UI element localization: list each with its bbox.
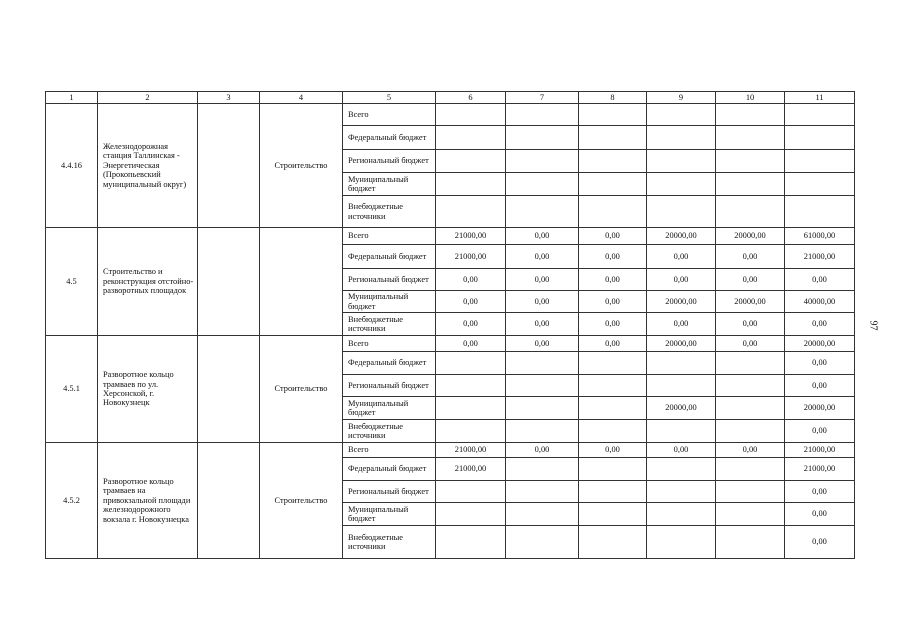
amount-cell: 20000,00 [716, 291, 785, 313]
funding-source: Муниципальный бюджет [343, 397, 436, 420]
amount-cell: 21000,00 [436, 228, 506, 245]
amount-cell: 0,00 [785, 352, 855, 375]
amount-cell: 20000,00 [785, 336, 855, 352]
amount-cell [506, 503, 579, 526]
item-name: Железнодорожная станция Таллинская - Энергетическая (Прокопьевский муниципальный округ) [98, 104, 198, 228]
amount-cell: 0,00 [579, 269, 647, 291]
amount-cell [579, 352, 647, 375]
amount-cell [436, 352, 506, 375]
amount-cell: 0,00 [785, 269, 855, 291]
amount-cell [506, 352, 579, 375]
amount-cell: 0,00 [579, 336, 647, 352]
amount-cell: 40000,00 [785, 291, 855, 313]
item-code: 4.5.2 [46, 443, 98, 559]
item-code: 4.4.16 [46, 104, 98, 228]
column-number: 6 [436, 92, 506, 104]
amount-cell [436, 481, 506, 503]
funding-source: Региональный бюджет [343, 481, 436, 503]
funding-source: Внебюджетные источники [343, 420, 436, 443]
amount-cell [506, 397, 579, 420]
amount-cell [716, 150, 785, 173]
amount-cell: 0,00 [506, 443, 579, 458]
amount-cell [436, 526, 506, 559]
amount-cell: 0,00 [506, 228, 579, 245]
amount-cell [716, 173, 785, 196]
amount-cell: 0,00 [716, 313, 785, 336]
amount-cell: 0,00 [647, 313, 716, 336]
amount-cell [436, 196, 506, 228]
amount-cell: 0,00 [579, 228, 647, 245]
amount-cell [647, 150, 716, 173]
amount-cell [436, 173, 506, 196]
amount-cell: 20000,00 [647, 397, 716, 420]
amount-cell [579, 526, 647, 559]
amount-cell [436, 420, 506, 443]
column-number: 5 [343, 92, 436, 104]
funding-source: Муниципальный бюджет [343, 503, 436, 526]
amount-cell [506, 526, 579, 559]
amount-cell [506, 420, 579, 443]
amount-cell: 0,00 [579, 245, 647, 269]
amount-cell [579, 196, 647, 228]
column-number: 1 [46, 92, 98, 104]
amount-cell: 0,00 [785, 526, 855, 559]
amount-cell [716, 397, 785, 420]
funding-source: Всего [343, 228, 436, 245]
amount-cell [436, 397, 506, 420]
amount-cell [436, 503, 506, 526]
funding-source: Федеральный бюджет [343, 245, 436, 269]
amount-cell: 20000,00 [647, 228, 716, 245]
amount-cell: 20000,00 [716, 228, 785, 245]
amount-cell [579, 420, 647, 443]
amount-cell: 20000,00 [647, 336, 716, 352]
amount-cell: 20000,00 [647, 291, 716, 313]
amount-cell: 0,00 [506, 245, 579, 269]
funding-source: Всего [343, 443, 436, 458]
item-type: Строительство [260, 104, 343, 228]
amount-cell [647, 503, 716, 526]
column-number: 8 [579, 92, 647, 104]
column-number: 11 [785, 92, 855, 104]
amount-cell: 0,00 [506, 313, 579, 336]
amount-cell [506, 104, 579, 126]
amount-cell [436, 104, 506, 126]
amount-cell [785, 126, 855, 150]
amount-cell [506, 375, 579, 397]
amount-cell: 21000,00 [436, 458, 506, 481]
amount-cell: 0,00 [716, 336, 785, 352]
item-code: 4.5.1 [46, 336, 98, 443]
amount-cell: 0,00 [647, 245, 716, 269]
item-col3 [198, 443, 260, 559]
amount-cell [716, 481, 785, 503]
amount-cell [436, 126, 506, 150]
item-type [260, 228, 343, 336]
amount-cell [579, 375, 647, 397]
item-col3 [198, 104, 260, 228]
amount-cell [647, 375, 716, 397]
item-name: Разворотное кольцо трамваев на привокзальной площади железнодорожного вокзала г. Новокузнецка [98, 443, 198, 559]
amount-cell [506, 196, 579, 228]
amount-cell: 0,00 [436, 269, 506, 291]
item-col3 [198, 336, 260, 443]
amount-cell: 0,00 [506, 291, 579, 313]
page-number: 97 [867, 320, 879, 331]
amount-cell [647, 352, 716, 375]
amount-cell: 0,00 [785, 313, 855, 336]
item-type: Строительство [260, 336, 343, 443]
amount-cell: 0,00 [436, 336, 506, 352]
column-number: 7 [506, 92, 579, 104]
funding-source: Федеральный бюджет [343, 352, 436, 375]
table-row [46, 228, 855, 245]
item-col3 [198, 228, 260, 336]
amount-cell [579, 397, 647, 420]
amount-cell [716, 104, 785, 126]
amount-cell [647, 420, 716, 443]
funding-source: Всего [343, 104, 436, 126]
amount-cell [716, 420, 785, 443]
funding-source: Региональный бюджет [343, 269, 436, 291]
item-code: 4.5 [46, 228, 98, 336]
amount-cell: 21000,00 [785, 245, 855, 269]
amount-cell: 0,00 [785, 481, 855, 503]
table-row [46, 443, 855, 458]
amount-cell [716, 126, 785, 150]
amount-cell: 20000,00 [785, 397, 855, 420]
amount-cell [506, 150, 579, 173]
amount-cell [716, 458, 785, 481]
amount-cell: 0,00 [785, 375, 855, 397]
table-row [46, 336, 855, 352]
amount-cell [579, 173, 647, 196]
funding-source: Региональный бюджет [343, 150, 436, 173]
funding-source: Всего [343, 336, 436, 352]
amount-cell: 21000,00 [436, 443, 506, 458]
amount-cell [647, 526, 716, 559]
column-number: 4 [260, 92, 343, 104]
table-row [46, 104, 855, 126]
funding-source: Федеральный бюджет [343, 126, 436, 150]
amount-cell [785, 173, 855, 196]
amount-cell [647, 173, 716, 196]
funding-source: Муниципальный бюджет [343, 291, 436, 313]
amount-cell: 21000,00 [785, 443, 855, 458]
amount-cell [506, 458, 579, 481]
amount-cell: 0,00 [716, 443, 785, 458]
column-number: 2 [98, 92, 198, 104]
amount-cell [436, 375, 506, 397]
amount-cell [647, 458, 716, 481]
amount-cell [579, 150, 647, 173]
column-number: 10 [716, 92, 785, 104]
amount-cell [436, 150, 506, 173]
amount-cell: 0,00 [716, 269, 785, 291]
amount-cell [716, 375, 785, 397]
amount-cell [785, 104, 855, 126]
amount-cell [579, 503, 647, 526]
funding-source: Внебюджетные источники [343, 196, 436, 228]
amount-cell: 0,00 [436, 291, 506, 313]
item-type: Строительство [260, 443, 343, 559]
amount-cell: 0,00 [579, 443, 647, 458]
amount-cell [716, 196, 785, 228]
amount-cell [647, 104, 716, 126]
amount-cell [647, 481, 716, 503]
amount-cell [506, 173, 579, 196]
amount-cell: 0,00 [647, 269, 716, 291]
funding-source: Муниципальный бюджет [343, 173, 436, 196]
funding-source: Внебюджетные источники [343, 526, 436, 559]
column-numbers-row [46, 92, 855, 104]
item-name: Разворотное кольцо трамваев по ул. Херсонской, г. Новокузнецк [98, 336, 198, 443]
funding-source: Региональный бюджет [343, 375, 436, 397]
amount-cell: 21000,00 [436, 245, 506, 269]
amount-cell: 0,00 [506, 336, 579, 352]
amount-cell [716, 526, 785, 559]
amount-cell: 0,00 [785, 503, 855, 526]
amount-cell [579, 126, 647, 150]
amount-cell [579, 481, 647, 503]
budget-table [45, 91, 855, 559]
amount-cell [785, 150, 855, 173]
funding-source: Федеральный бюджет [343, 458, 436, 481]
column-number: 3 [198, 92, 260, 104]
amount-cell: 0,00 [579, 291, 647, 313]
amount-cell: 0,00 [506, 269, 579, 291]
amount-cell [579, 458, 647, 481]
amount-cell [579, 104, 647, 126]
amount-cell: 0,00 [647, 443, 716, 458]
amount-cell: 21000,00 [785, 458, 855, 481]
amount-cell [716, 352, 785, 375]
amount-cell [506, 481, 579, 503]
amount-cell [716, 503, 785, 526]
item-name: Строительство и реконструкция отстойно-разворотных площадок [98, 228, 198, 336]
funding-source: Внебюджетные источники [343, 313, 436, 336]
amount-cell [647, 126, 716, 150]
amount-cell [506, 126, 579, 150]
amount-cell [647, 196, 716, 228]
column-number: 9 [647, 92, 716, 104]
amount-cell: 61000,00 [785, 228, 855, 245]
amount-cell [785, 196, 855, 228]
amount-cell: 0,00 [785, 420, 855, 443]
amount-cell: 0,00 [716, 245, 785, 269]
amount-cell: 0,00 [579, 313, 647, 336]
amount-cell: 0,00 [436, 313, 506, 336]
